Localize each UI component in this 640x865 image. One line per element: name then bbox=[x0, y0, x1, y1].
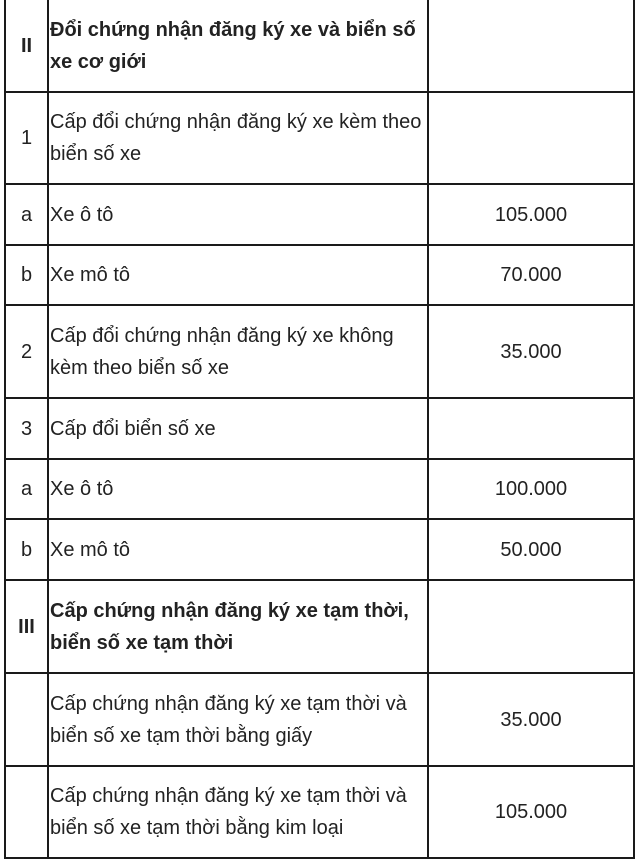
row-fee: 50.000 bbox=[428, 519, 634, 580]
table-row bbox=[5, 519, 634, 580]
row-number: 2 bbox=[5, 305, 48, 398]
row-number bbox=[5, 766, 48, 858]
row-fee bbox=[428, 0, 634, 92]
row-description: Xe ô tô bbox=[48, 184, 428, 245]
table-row bbox=[5, 184, 634, 245]
section-row bbox=[5, 580, 634, 673]
table-row bbox=[5, 398, 634, 459]
row-fee: 35.000 bbox=[428, 673, 634, 766]
row-fee: 100.000 bbox=[428, 459, 634, 519]
row-number: a bbox=[5, 459, 48, 519]
table-row bbox=[5, 766, 634, 858]
row-description: Xe mô tô bbox=[48, 245, 428, 305]
row-fee: 105.000 bbox=[428, 184, 634, 245]
row-fee bbox=[428, 580, 634, 673]
row-description: Xe mô tô bbox=[48, 519, 428, 580]
row-number: b bbox=[5, 519, 48, 580]
row-description: Cấp chứng nhận đăng ký xe tạm thời và biển số xe tạm thời bằng giấy bbox=[48, 673, 428, 766]
table-row bbox=[5, 459, 634, 519]
row-fee bbox=[428, 398, 634, 459]
row-number: b bbox=[5, 245, 48, 305]
row-number: a bbox=[5, 184, 48, 245]
row-number: 1 bbox=[5, 92, 48, 184]
row-number: II bbox=[5, 0, 48, 92]
row-number: III bbox=[5, 580, 48, 673]
row-fee: 35.000 bbox=[428, 305, 634, 398]
row-description: Cấp đổi chứng nhận đăng ký xe không kèm theo biển số xe bbox=[48, 305, 428, 398]
section-row bbox=[5, 0, 634, 92]
row-description: Cấp chứng nhận đăng ký xe tạm thời và biển số xe tạm thời bằng kim loại bbox=[48, 766, 428, 858]
fee-table bbox=[4, 0, 635, 859]
row-number bbox=[5, 673, 48, 766]
row-description: Đổi chứng nhận đăng ký xe và biển số xe cơ giới bbox=[48, 0, 428, 92]
row-number: 3 bbox=[5, 398, 48, 459]
table-row bbox=[5, 305, 634, 398]
table-row bbox=[5, 245, 634, 305]
row-fee: 105.000 bbox=[428, 766, 634, 858]
row-description: Cấp đổi biển số xe bbox=[48, 398, 428, 459]
table-row bbox=[5, 673, 634, 766]
row-description: Cấp chứng nhận đăng ký xe tạm thời, biển số xe tạm thời bbox=[48, 580, 428, 673]
row-fee bbox=[428, 92, 634, 184]
row-fee: 70.000 bbox=[428, 245, 634, 305]
table-row bbox=[5, 92, 634, 184]
row-description: Cấp đổi chứng nhận đăng ký xe kèm theo biển số xe bbox=[48, 92, 428, 184]
row-description: Xe ô tô bbox=[48, 459, 428, 519]
